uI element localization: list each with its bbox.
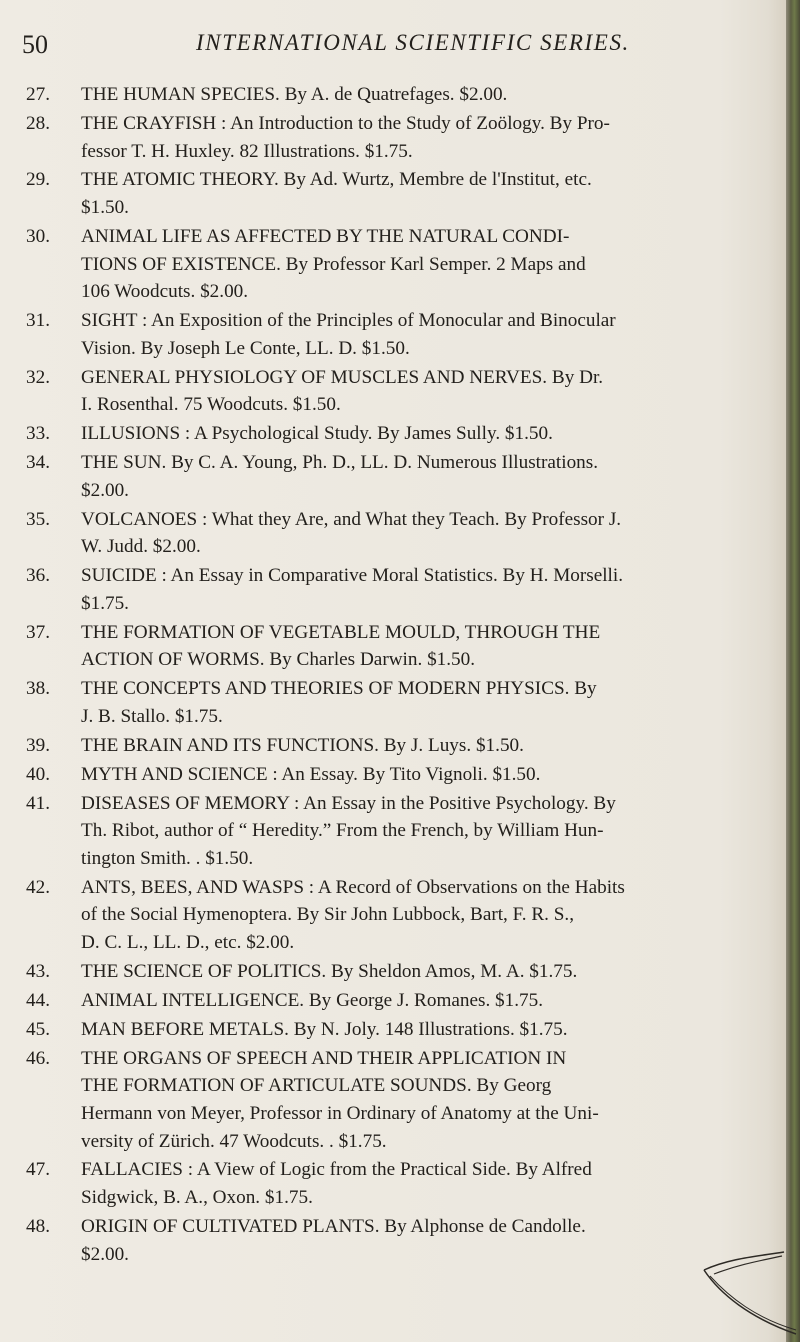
entry-text-line: THE ORGANS OF SPEECH AND THEIR APPLICATION IN bbox=[81, 1047, 567, 1069]
entry-text-line: MYTH AND SCIENCE : An Essay. By Tito Vignoli. $1.50. bbox=[81, 763, 541, 785]
series-entry bbox=[20, 1213, 780, 1268]
entry-text-line: ORIGIN OF CULTIVATED PLANTS. By Alphonse de Candolle. bbox=[81, 1215, 586, 1237]
entry-number: 35. bbox=[26, 508, 50, 530]
entry-text-line: of the Social Hymenoptera. By Sir John Lubbock, Bart, F. R. S., bbox=[81, 904, 575, 926]
entry-number: 30. bbox=[26, 226, 50, 247]
entry-number: 32. bbox=[26, 366, 50, 388]
series-entries-list bbox=[20, 81, 780, 1270]
series-entry bbox=[20, 732, 780, 760]
entry-number: 38. bbox=[26, 678, 50, 700]
entry-text-line: ILLUSIONS : A Psychological Study. By James Sully. $1.50. bbox=[81, 423, 553, 445]
entry-number: 41. bbox=[26, 792, 50, 814]
entry-number: 43. bbox=[26, 960, 50, 982]
entry-text-line: ANTS, BEES, AND WASPS : A Record of Observations on the Habits bbox=[81, 876, 625, 898]
entry-text-line: Sidgwick, B. A., Oxon. $1.75. bbox=[81, 1187, 313, 1209]
page-edge-shadow bbox=[786, 0, 800, 1342]
series-entry bbox=[20, 1045, 780, 1155]
entry-number: 39. bbox=[26, 734, 50, 756]
series-entry bbox=[20, 761, 780, 789]
entry-number: 46. bbox=[26, 1047, 50, 1069]
entry-text-line: $1.75. bbox=[81, 592, 129, 614]
entry-number: 42. bbox=[26, 876, 50, 898]
entry-text-line: GENERAL PHYSIOLOGY OF MUSCLES AND NERVES. By Dr. bbox=[81, 366, 604, 388]
page-number: 50 bbox=[22, 30, 48, 59]
entry-text-line: SUICIDE : An Essay in Comparative Moral Statistics. By H. Morselli. bbox=[81, 565, 624, 587]
series-entry bbox=[20, 790, 780, 873]
entry-number: 48. bbox=[26, 1215, 50, 1237]
series-entry bbox=[20, 420, 780, 448]
entry-number: 37. bbox=[26, 621, 50, 643]
series-entry bbox=[20, 110, 780, 165]
series-entry bbox=[20, 81, 780, 109]
series-entry bbox=[20, 675, 780, 730]
entry-text-line: $2.00. bbox=[81, 479, 129, 501]
entry-text-line: Hermann von Meyer, Professor in Ordinary of Anatomy at the Uni- bbox=[81, 1102, 599, 1124]
entry-text-line: THE CRAYFISH : An Introduction to the Study of Zoölogy. By Pro- bbox=[81, 112, 610, 134]
entry-text-line: FALLACIES : A View of Logic from the Practical Side. By Alfred bbox=[81, 1159, 592, 1181]
entry-text-line: tington Smith. . $1.50. bbox=[81, 847, 254, 869]
series-entry bbox=[20, 874, 780, 957]
entry-text-line: fessor T. H. Huxley. 82 Illustrations. $1.75. bbox=[81, 140, 413, 162]
entry-number: 29. bbox=[26, 169, 50, 191]
entry-text-line: THE CONCEPTS AND THEORIES OF MODERN PHYSICS. By bbox=[81, 678, 597, 700]
series-entry bbox=[20, 619, 780, 674]
entry-text-line: 106 Woodcuts. $2.00. bbox=[81, 281, 249, 303]
entry-text-line: TIONS OF EXISTENCE. By Professor Karl Semper. 2 Maps and bbox=[81, 253, 586, 275]
entry-number: 45. bbox=[26, 1018, 50, 1040]
entry-text-line: SIGHT : An Exposition of the Principles of Monocular and Binocular bbox=[81, 310, 616, 332]
entry-text-line: J. B. Stallo. $1.75. bbox=[81, 705, 223, 727]
entry-text-line: W. Judd. $2.00. bbox=[81, 536, 201, 558]
entry-text-line: ACTION OF WORMS. By Charles Darwin. $1.50. bbox=[81, 649, 476, 671]
series-entry bbox=[20, 307, 780, 362]
series-entry bbox=[20, 958, 780, 986]
series-entry bbox=[20, 1156, 780, 1211]
entry-number: 44. bbox=[26, 989, 50, 1011]
entry-text-line: Th. Ribot, author of “ Heredity.” From the French, by William Hun- bbox=[81, 820, 604, 842]
entry-text-line: versity of Zürich. 47 Woodcuts. . $1.75. bbox=[81, 1130, 387, 1152]
entry-number: 31. bbox=[26, 310, 50, 332]
entry-text-line: THE ATOMIC THEORY. By Ad. Wurtz, Membre de l'Institut, etc. bbox=[81, 169, 592, 191]
entry-number: 34. bbox=[26, 452, 50, 474]
series-entry bbox=[20, 364, 780, 419]
series-entry bbox=[20, 1016, 780, 1044]
entry-text-line: $1.50. bbox=[81, 197, 129, 219]
entry-text-line: THE FORMATION OF ARTICULATE SOUNDS. By Georg bbox=[81, 1075, 552, 1097]
entry-text-line: THE BRAIN AND ITS FUNCTIONS. By J. Luys. $1.50. bbox=[81, 734, 524, 756]
entry-number: 36. bbox=[26, 565, 50, 587]
entry-text-line: ANIMAL INTELLIGENCE. By George J. Romanes. $1.75. bbox=[81, 989, 544, 1011]
entry-text-line: MAN BEFORE METALS. By N. Joly. 148 Illustrations. $1.75. bbox=[81, 1018, 568, 1040]
entry-text-line: THE SCIENCE OF POLITICS. By Sheldon Amos, M. A. $1.75. bbox=[81, 960, 578, 982]
entry-text-line: I. Rosenthal. 75 Woodcuts. $1.50. bbox=[81, 394, 341, 416]
series-entry bbox=[20, 562, 780, 617]
running-head: INTERNATIONAL SCIENTIFIC SERIES. bbox=[196, 30, 630, 55]
entry-text-line: ANIMAL LIFE AS AFFECTED BY THE NATURAL CONDI- bbox=[81, 226, 570, 247]
entry-text-line: $2.00. bbox=[81, 1243, 129, 1265]
entry-number: 27. bbox=[26, 84, 50, 105]
ink-flourish-mark bbox=[700, 1248, 800, 1342]
entry-text-line: Vision. By Joseph Le Conte, LL. D. $1.50. bbox=[81, 337, 410, 359]
entry-number: 33. bbox=[26, 423, 50, 445]
entry-number: 28. bbox=[26, 112, 50, 134]
series-entry bbox=[20, 506, 780, 561]
entry-number: 47. bbox=[26, 1159, 50, 1181]
series-entry bbox=[20, 166, 780, 221]
series-entry bbox=[20, 223, 780, 306]
entry-text-line: THE HUMAN SPECIES. By A. de Quatrefages. $2.00. bbox=[81, 84, 508, 105]
entry-text-line: VOLCANOES : What they Are, and What they Teach. By Professor J. bbox=[81, 508, 622, 530]
entry-text-line: THE FORMATION OF VEGETABLE MOULD, THROUGH THE bbox=[81, 621, 601, 643]
entry-text-line: THE SUN. By C. A. Young, Ph. D., LL. D. Numerous Illustrations. bbox=[81, 452, 599, 474]
series-entry bbox=[20, 449, 780, 504]
series-entry bbox=[20, 987, 780, 1015]
entry-text-line: D. C. L., LL. D., etc. $2.00. bbox=[81, 931, 295, 953]
entry-text-line: DISEASES OF MEMORY : An Essay in the Positive Psychology. By bbox=[81, 792, 616, 814]
entry-number: 40. bbox=[26, 763, 50, 785]
